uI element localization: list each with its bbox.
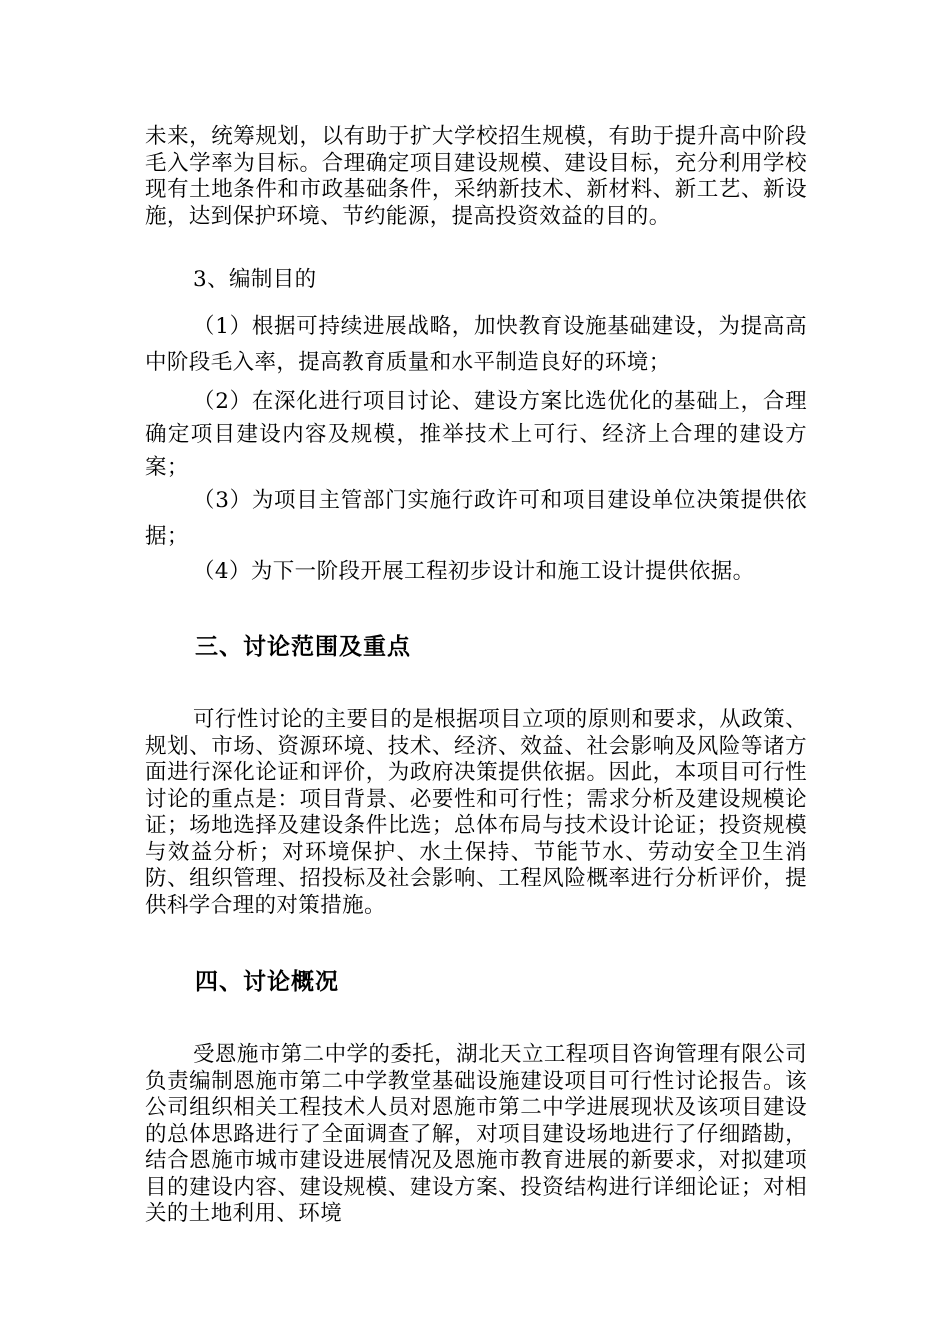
section-heading-scope: 三、讨论范围及重点	[195, 634, 411, 660]
paragraph-goals-continued: 未来，统筹规划，以有助于扩大学校招生规模，有助于提升高中阶段毛入学率为目标。合理确定项目建设规模、建设目标，充分利用学校现有土地条件和市政基础条件，采纳新技术、新材料、新工艺、新设施，达到保护环境、节约能源，提高投资效益的目的。	[145, 124, 807, 229]
list-item-purpose-3: （3）为项目主管部门实施行政许可和项目建设单位决策提供依据；	[145, 488, 807, 549]
list-item-purpose-4: （4）为下一阶段开展工程初步设计和施工设计提供依据。	[193, 559, 755, 584]
section-heading-overview: 四、讨论概况	[195, 969, 339, 995]
paragraph-overview: 受恩施市第二中学的委托，湖北天立工程项目咨询管理有限公司负责编制恩施市第二中学教堂基础设施建设项目可行性讨论报告。该公司组织相关工程技术人员对恩施市第二中学进展现状及该项目建设的总体思路进行了全面调查了解，对项目建设场地进行了仔细踏勘，结合恩施市城市建设进展情况及恩施市教育进展的新要求，对拟建项目的建设内容、建设规模、建设方案、投资结构进行详细论证；对相关的土地利用、环境	[145, 1042, 807, 1226]
list-item-purpose-1: （1）根据可持续进展战略，加快教育设施基础建设，为提高高中阶段毛入率，提高教育质量和水平制造良好的环境；	[145, 314, 807, 375]
list-item-purpose-2: （2）在深化进行项目讨论、建设方案比选优化的基础上，合理确定项目建设内容及规模，推举技术上可行、经济上合理的建设方案；	[145, 389, 807, 480]
subheading-purpose: 3、编制目的	[193, 267, 317, 292]
paragraph-scope: 可行性讨论的主要目的是根据项目立项的原则和要求，从政策、规划、市场、资源环境、技术、经济、效益、社会影响及风险等诸方面进行深化论证和评价，为政府决策提供依据。因此，本项目可行性讨论的重点是：项目背景、必要性和可行性；需求分析及建设规模论证；场地选择及建设条件比选；总体布局与技术设计论证；投资规模与效益分析；对环境保护、水土保持、节能节水、劳动安全卫生消防、组织管理、招投标及社会影响、工程风险概率进行分析评价，提供科学合理的对策措施。	[145, 707, 807, 918]
